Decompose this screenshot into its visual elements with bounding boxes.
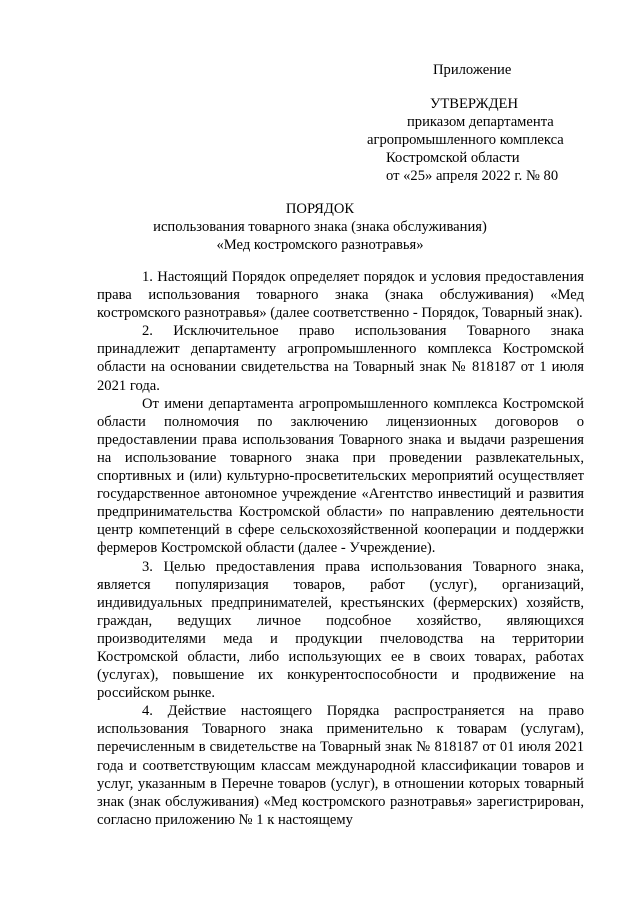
region-line: Костромской области — [386, 150, 520, 166]
date-number-line: от «25» апреля 2022 г. № 80 — [386, 168, 559, 184]
paragraph: 3. Целью предоставления права использования Товарного знака, является популяризация товаров, работ (услуг), организаций, индивидуальных предпринимателей, крестьянских (фермерских) хозяйств, граждан, ведущих личное подсобное хозяйство, являющихся производителями меда и продукции пчеловодства на территории Костромской области, либо использующих ее в своих товарах, работах (услугах), повышение их конкурентоспособности и продвижение на российском рынке. — [97, 558, 584, 702]
paragraph: От имени департамента агропромышленного комплекса Костромской области полномочия по заключению лицензионных договоров о предоставлении права использования Товарного знака и выдачи разрешения на использование товарного знака при проведении развлекательных, спортивных и (или) культурно-просветительских мероприятий осуществляет государственное автономное учреждение «Агентство инвестиций и развития предпринимательства Костромской области» по направлению деятельности центр компетенций в сфере сельскохозяйственной кооперации и поддержки фермеров Костромской области (далее - Учреждение). — [97, 395, 584, 557]
document-title — [0, 200, 640, 254]
title-line-2: «Мед костромского разнотравья» — [216, 237, 424, 253]
title-heading: ПОРЯДОК — [285, 201, 355, 217]
paragraph: 2. Исключительное право использования Товарного знака принадлежит департаменту агропромышленного комплекса Костромской области на основании свидетельства на Товарный знак № 818187 от 1 июля 2021 года. — [97, 323, 584, 394]
order-line: приказом департамента — [407, 114, 554, 130]
department-line: агропромышленного комплекса — [367, 132, 564, 148]
title-line-1: использования товарного знака (знака обслуживания) — [153, 219, 487, 235]
approved-label: УТВЕРЖДЕН — [430, 96, 518, 112]
document-body — [97, 268, 584, 829]
appendix-label: Приложение — [433, 62, 512, 78]
paragraph: 4. Действие настоящего Порядка распространяется на право использования Товарного знака применительно к товарам (услугам), перечисленным в свидетельстве на Товарный знак № 818187 от 01 июля 2021 года и соответствующим классам международной классификации товаров и услуг, указанным в Перечне товаров (услуг), в отношении которых товарный знак (знак обслуживания) «Мед костромского разнотравья» зарегистрирован, согласно приложению № 1 к настоящему — [97, 703, 584, 828]
paragraph: 1. Настоящий Порядок определяет порядок и условия предоставления права использования товарного знака (знака обслуживания) «Мед костромского разнотравья» (далее соответственно - Порядок, Товарный знак). — [97, 269, 584, 322]
